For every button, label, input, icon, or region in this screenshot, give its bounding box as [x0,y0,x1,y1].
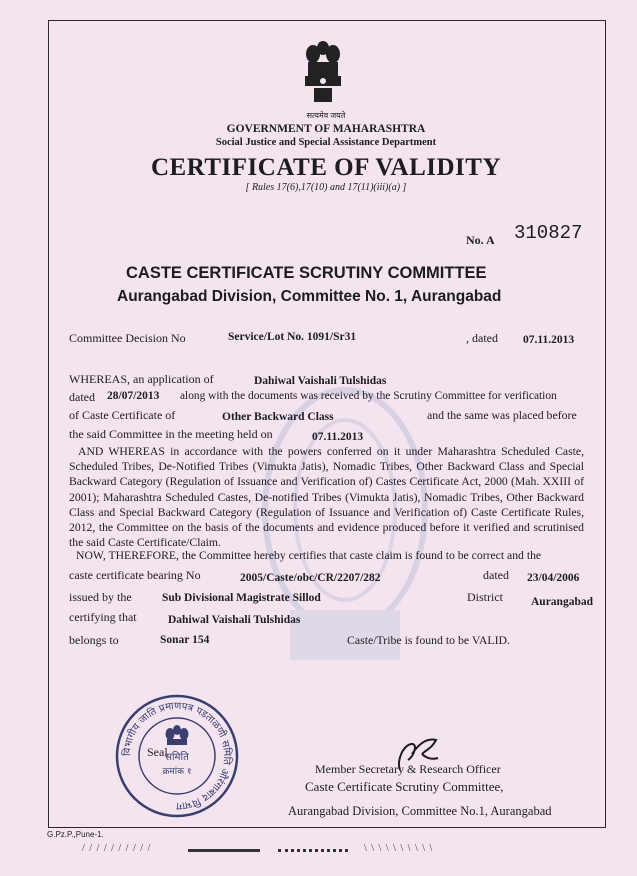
certificate-number: 310827 [514,222,583,244]
seal-center-bottom: क्रमांक १ [162,767,192,777]
belongs-label: belongs to [69,633,119,647]
seal-emblem-icon [166,725,189,745]
footer-marks-left: / / / / / / / / / / [82,843,152,854]
caste-certificate-number: 2005/Caste/obc/CR/2207/282 [240,572,381,584]
department-name: Social Justice and Special Assistance Department [215,137,437,148]
emblem-motto: सत्यमेव जयते [306,111,346,120]
committee-name: CASTE CERTIFICATE SCRUTINY COMMITTEE [126,264,487,282]
certificate-date: 23/04/2006 [527,572,580,584]
government-name: GOVERNMENT OF MAHARASHTRA [226,123,426,135]
issued-label: issued by the [69,590,132,604]
press-mark: G.Pz.P.,Pune-1. [47,830,104,839]
of-caste-label: of Caste Certificate of [69,408,176,422]
decision-label: Committee Decision No [69,331,186,345]
signatory-title: Member Secretary & Research Officer [315,762,501,776]
application-date: 28/07/2013 [107,390,160,402]
meeting-label: the said Committee in the meeting held on [69,427,273,441]
applicant-name: Dahiwal Vaishali Tulshidas [254,375,387,387]
placed-text: and the same was placed before [427,408,577,422]
footer-rule-1 [188,849,260,852]
decision-number: Service/Lot No. 1091/Sr31 [228,331,357,343]
signatory-division: Aurangabad Division, Committee No.1, Aurangabad [288,804,552,818]
signatory-committee: Caste Certificate Scrutiny Committee, [305,779,504,794]
district-label: District [467,590,503,604]
ashoka-emblem-icon [300,38,346,110]
decision-date: 07.11.2013 [523,334,575,346]
certified-name: Dahiwal Vaishali Tulshidas [168,614,301,626]
number-label: No. A [466,233,495,247]
caste-name: Sonar 154 [160,634,210,646]
validity-text: Caste/Tribe is found to be VALID. [347,633,510,647]
issuing-authority: Sub Divisional Magistrate Sillod [162,592,321,604]
bearing-label: caste certificate bearing No [69,568,201,582]
and-whereas-paragraph: AND WHEREAS in accordance with the powers conferred on it under Maharashtra Scheduled Caste, Scheduled Tribes, De-Notified Tribes (Vimukta Jatis), Nomadic Tribes, Other Backward Class and Special Backward Category (Regulation of Issuance and Verification of) Castes Certificate Act, 2000 (Mah. XXIII of 2001); Maharashtra Scheduled Castes, De-notified Tribes (Vimukta Jatis), Nomadic Tribes, Other Backward Class and Special Backward Category (Regulation of Issuance and Verification of) Caste Certificate Rules, 2012, the Committee on the basis of the documents and evidence produced before it verified and scrutinised the said Caste Certificate/Claim. [69,445,584,550]
meeting-date: 07.11.2013 [312,431,364,443]
along-text: along with the documents was received by the Scrutiny Committee for verification [180,390,557,402]
seal-ring-text: विभागीय जाति प्रमाणपत्र पडताळणी समिति औरंगाबाद विभाग [121,700,233,812]
seal-center-top: समिति [165,752,189,763]
committee-seal [112,692,242,820]
certifying-label: certifying that [69,610,137,624]
decision-dated-label: , dated [466,331,498,345]
dated-label: dated [69,390,95,404]
seal-label: Seal [147,745,168,759]
district-value: Aurangabad [531,596,593,608]
page-title: CERTIFICATE OF VALIDITY [150,154,502,181]
now-therefore-text: NOW, THEREFORE, the Committee hereby certifies that caste claim is found to be correct and the [76,549,542,562]
committee-division: Aurangabad Division, Committee No. 1, Aurangabad [117,288,502,305]
certificate-dated-label: dated [483,568,509,582]
rules-reference: [ Rules 17(6),17(10) and 17(11)(iii)(a) ] [245,182,407,193]
caste-category: Other Backward Class [222,411,334,423]
footer-rule-2 [278,849,348,855]
whereas-label: WHEREAS, an application of [69,372,214,386]
footer-marks-right: \ \ \ \ \ \ \ \ \ \ [364,843,434,854]
